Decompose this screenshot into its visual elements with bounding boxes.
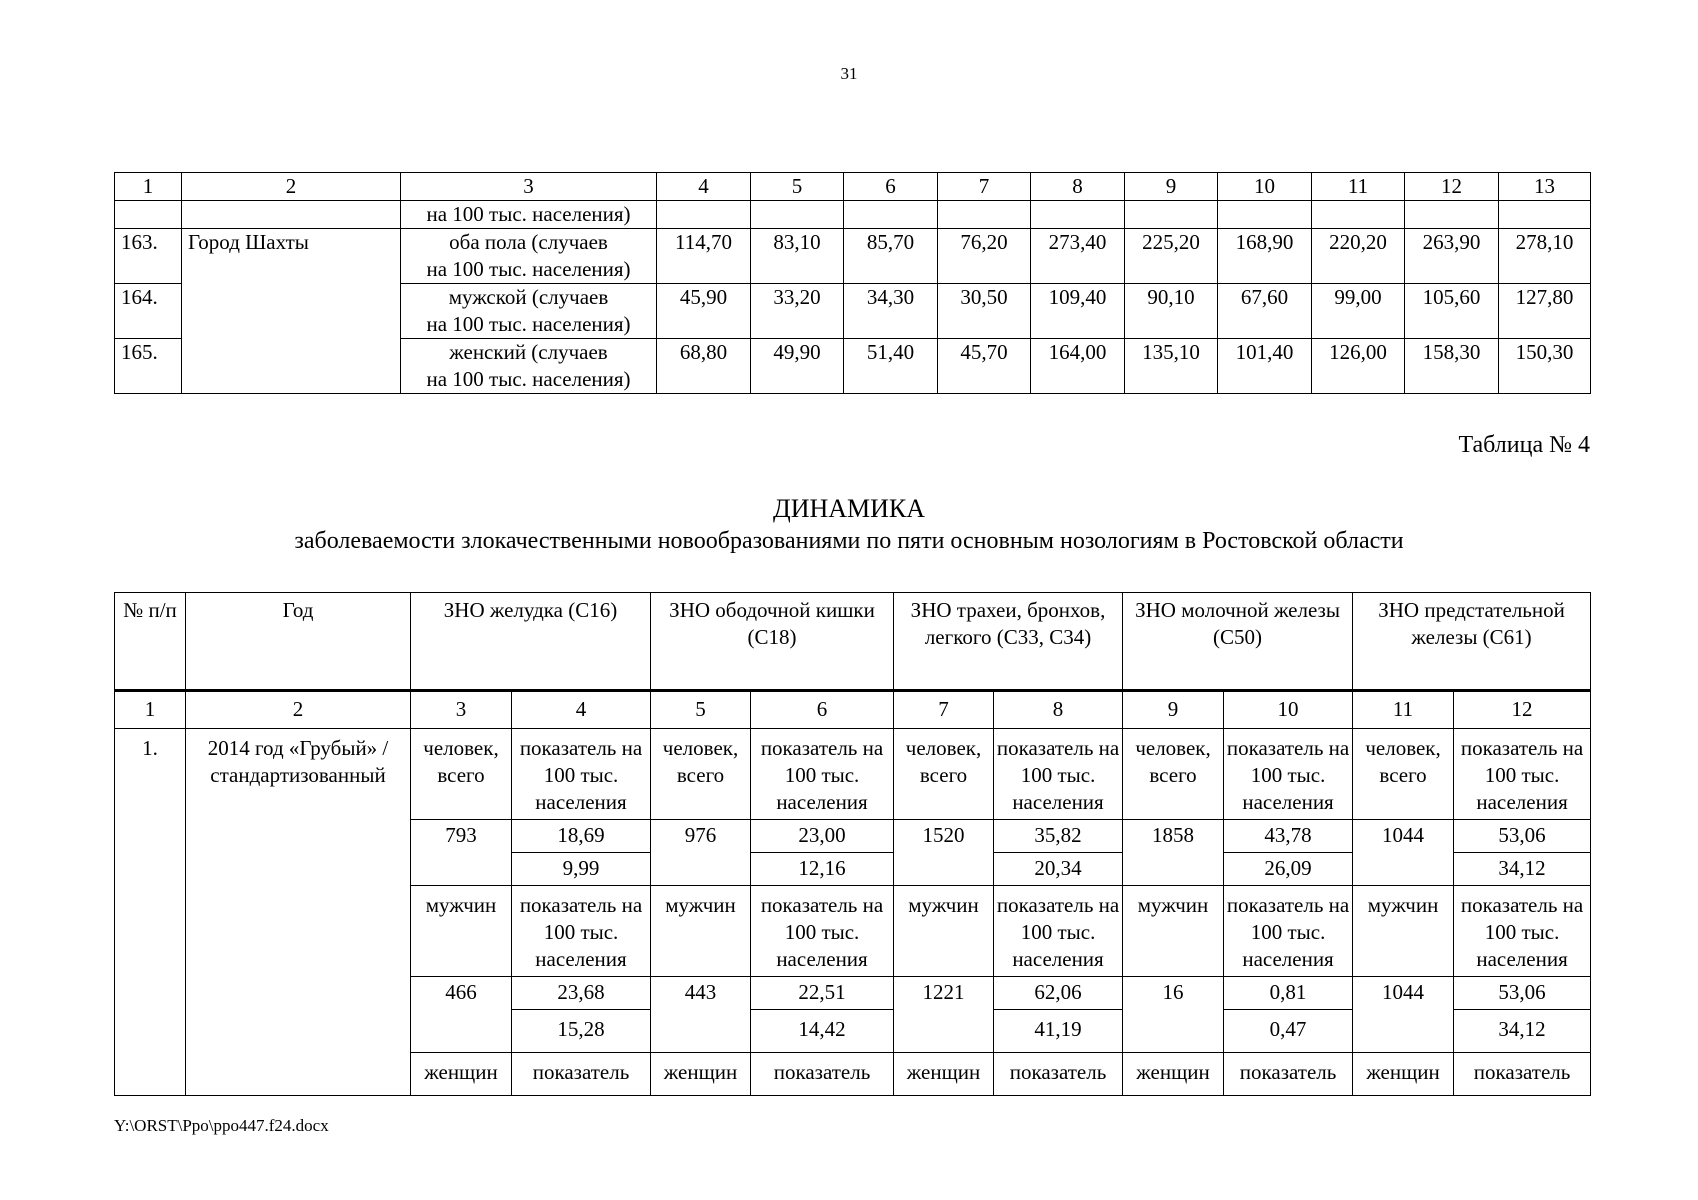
header-cell: 6 — [844, 173, 938, 201]
count-cell: 16 — [1123, 977, 1224, 1053]
value-cell: 45,70 — [938, 339, 1031, 394]
file-path-footer: Y:\ORST\Ppo\ppo447.f24.docx — [114, 1116, 329, 1135]
value-cell: 114,70 — [657, 229, 751, 284]
rate-label: показатель — [1454, 1053, 1591, 1096]
men-label: мужчин — [1123, 886, 1224, 977]
row-label: женский (случаев на 100 тыс. населения) — [401, 339, 657, 394]
rate-label: показатель на 100 тыс. населения — [512, 729, 651, 820]
column-number: 8 — [994, 691, 1123, 729]
table-row — [115, 229, 1591, 284]
count-label: человек, всего — [894, 729, 994, 820]
value-cell: 101,40 — [1218, 339, 1312, 394]
column-number: 5 — [651, 691, 751, 729]
header-cell: 9 — [1125, 173, 1218, 201]
count-cell: 1221 — [894, 977, 994, 1053]
row-number: 164. — [115, 284, 182, 339]
page-number: 31 — [840, 64, 858, 83]
women-label: женщин — [894, 1053, 994, 1096]
count-label: человек, всего — [1123, 729, 1224, 820]
rate-cell: 23,00 — [751, 820, 894, 853]
count-label: человек, всего — [1353, 729, 1454, 820]
header-cell: 3 — [401, 173, 657, 201]
city-name: Город Шахты — [182, 229, 401, 394]
rate-label: показатель на 100 тыс. населения — [994, 886, 1123, 977]
table-row — [115, 201, 1591, 229]
rate-cell: 18,69 — [512, 820, 651, 853]
column-number: 2 — [186, 691, 411, 729]
women-label: женщин — [1123, 1053, 1224, 1096]
men-label: мужчин — [411, 886, 512, 977]
women-label: женщин — [651, 1053, 751, 1096]
rate-label: показатель — [512, 1053, 651, 1096]
rate-label: показатель — [751, 1053, 894, 1096]
header-group: ЗНО желудка (С16) — [411, 593, 651, 691]
header-cell: 2 — [182, 173, 401, 201]
column-number: 12 — [1454, 691, 1591, 729]
std-rate-cell: 0,47 — [1224, 1010, 1353, 1053]
value-cell: 263,90 — [1405, 229, 1499, 284]
value-cell: 51,40 — [844, 339, 938, 394]
value-cell: 34,30 — [844, 284, 938, 339]
row-number: 1. — [115, 729, 186, 1096]
year-label: 2014 год «Грубый» / стандартизованный — [186, 729, 411, 1096]
count-cell: 793 — [411, 820, 512, 886]
dynamics-table — [114, 592, 1591, 1096]
table-row — [115, 729, 1591, 820]
row-label: оба пола (случаев на 100 тыс. населения) — [401, 229, 657, 284]
men-label: мужчин — [1353, 886, 1454, 977]
value-cell: 220,20 — [1312, 229, 1405, 284]
count-cell: 466 — [411, 977, 512, 1053]
count-cell: 976 — [651, 820, 751, 886]
column-number: 1 — [115, 691, 186, 729]
header-year: Год — [186, 593, 411, 691]
continuation-table — [114, 172, 1591, 394]
rate-label: показатель — [994, 1053, 1123, 1096]
value-cell: 278,10 — [1499, 229, 1591, 284]
count-cell: 1520 — [894, 820, 994, 886]
value-cell: 33,20 — [751, 284, 844, 339]
rate-cell: 53,06 — [1454, 820, 1591, 853]
value-cell: 49,90 — [751, 339, 844, 394]
table-header-row — [115, 593, 1591, 691]
rate-label: показатель на 100 тыс. населения — [512, 886, 651, 977]
men-label: мужчин — [894, 886, 994, 977]
header-cell: 7 — [938, 173, 1031, 201]
header-group: ЗНО предстательной железы (С61) — [1353, 593, 1591, 691]
column-number: 6 — [751, 691, 894, 729]
row-label: на 100 тыс. населения) — [401, 201, 657, 229]
std-rate-cell: 34,12 — [1454, 853, 1591, 886]
row-number: 163. — [115, 229, 182, 284]
rate-label: показатель — [1224, 1053, 1353, 1096]
rate-cell: 22,51 — [751, 977, 894, 1010]
value-cell: 68,80 — [657, 339, 751, 394]
women-label: женщин — [411, 1053, 512, 1096]
header-cell: 5 — [751, 173, 844, 201]
value-cell: 83,10 — [751, 229, 844, 284]
value-cell: 45,90 — [657, 284, 751, 339]
count-cell: 1858 — [1123, 820, 1224, 886]
rate-label: показатель на 100 тыс. населения — [751, 886, 894, 977]
header-cell: 10 — [1218, 173, 1312, 201]
row-number: 165. — [115, 339, 182, 394]
value-cell: 99,00 — [1312, 284, 1405, 339]
row-label: мужской (случаев на 100 тыс. населения) — [401, 284, 657, 339]
table-header-row — [115, 173, 1591, 201]
value-cell: 76,20 — [938, 229, 1031, 284]
value-cell: 30,50 — [938, 284, 1031, 339]
rate-label: показатель на 100 тыс. населения — [1454, 729, 1591, 820]
value-cell: 127,80 — [1499, 284, 1591, 339]
header-cell: 13 — [1499, 173, 1591, 201]
std-rate-cell: 9,99 — [512, 853, 651, 886]
header-cell: 1 — [115, 173, 182, 201]
std-rate-cell: 34,12 — [1454, 1010, 1591, 1053]
value-cell: 105,60 — [1405, 284, 1499, 339]
value-cell: 135,10 — [1125, 339, 1218, 394]
column-number: 7 — [894, 691, 994, 729]
value-cell: 164,00 — [1031, 339, 1125, 394]
rate-label: показатель на 100 тыс. населения — [994, 729, 1123, 820]
count-label: человек, всего — [651, 729, 751, 820]
document-title: ДИНАМИКА — [772, 494, 926, 523]
header-number: № п/п — [115, 593, 186, 691]
women-label: женщин — [1353, 1053, 1454, 1096]
rate-cell: 62,06 — [994, 977, 1123, 1010]
count-cell: 443 — [651, 977, 751, 1053]
rate-label: показатель на 100 тыс. населения — [1224, 886, 1353, 977]
value-cell: 67,60 — [1218, 284, 1312, 339]
rate-cell: 43,78 — [1224, 820, 1353, 853]
rate-cell: 35,82 — [994, 820, 1123, 853]
header-cell: 11 — [1312, 173, 1405, 201]
rate-cell: 53,06 — [1454, 977, 1591, 1010]
header-group: ЗНО трахеи, бронхов, легкого (С33, С34) — [894, 593, 1123, 691]
column-number-row — [115, 691, 1591, 729]
value-cell: 150,30 — [1499, 339, 1591, 394]
rate-cell: 23,68 — [512, 977, 651, 1010]
std-rate-cell: 12,16 — [751, 853, 894, 886]
std-rate-cell: 41,19 — [994, 1010, 1123, 1053]
column-number: 3 — [411, 691, 512, 729]
rate-label: показатель на 100 тыс. населения — [1454, 886, 1591, 977]
value-cell: 85,70 — [844, 229, 938, 284]
std-rate-cell: 14,42 — [751, 1010, 894, 1053]
std-rate-cell: 15,28 — [512, 1010, 651, 1053]
column-number: 10 — [1224, 691, 1353, 729]
value-cell: 158,30 — [1405, 339, 1499, 394]
men-label: мужчин — [651, 886, 751, 977]
value-cell: 126,00 — [1312, 339, 1405, 394]
value-cell: 90,10 — [1125, 284, 1218, 339]
value-cell: 168,90 — [1218, 229, 1312, 284]
document-subtitle: заболеваемости злокачественными новообразованиями по пяти основным нозологиям в Ростовской области — [294, 528, 1404, 554]
column-number: 11 — [1353, 691, 1454, 729]
value-cell: 225,20 — [1125, 229, 1218, 284]
header-group: ЗНО молочной железы (С50) — [1123, 593, 1353, 691]
rate-cell: 0,81 — [1224, 977, 1353, 1010]
table-number: Таблица № 4 — [1458, 432, 1590, 458]
value-cell: 273,40 — [1031, 229, 1125, 284]
header-group: ЗНО ободочной кишки (С18) — [651, 593, 894, 691]
column-number: 4 — [512, 691, 651, 729]
value-cell: 109,40 — [1031, 284, 1125, 339]
count-cell: 1044 — [1353, 820, 1454, 886]
count-label: человек, всего — [411, 729, 512, 820]
std-rate-cell: 26,09 — [1224, 853, 1353, 886]
column-number: 9 — [1123, 691, 1224, 729]
count-cell: 1044 — [1353, 977, 1454, 1053]
rate-label: показатель на 100 тыс. населения — [751, 729, 894, 820]
rate-label: показатель на 100 тыс. населения — [1224, 729, 1353, 820]
header-cell: 12 — [1405, 173, 1499, 201]
header-cell: 8 — [1031, 173, 1125, 201]
std-rate-cell: 20,34 — [994, 853, 1123, 886]
header-cell: 4 — [657, 173, 751, 201]
